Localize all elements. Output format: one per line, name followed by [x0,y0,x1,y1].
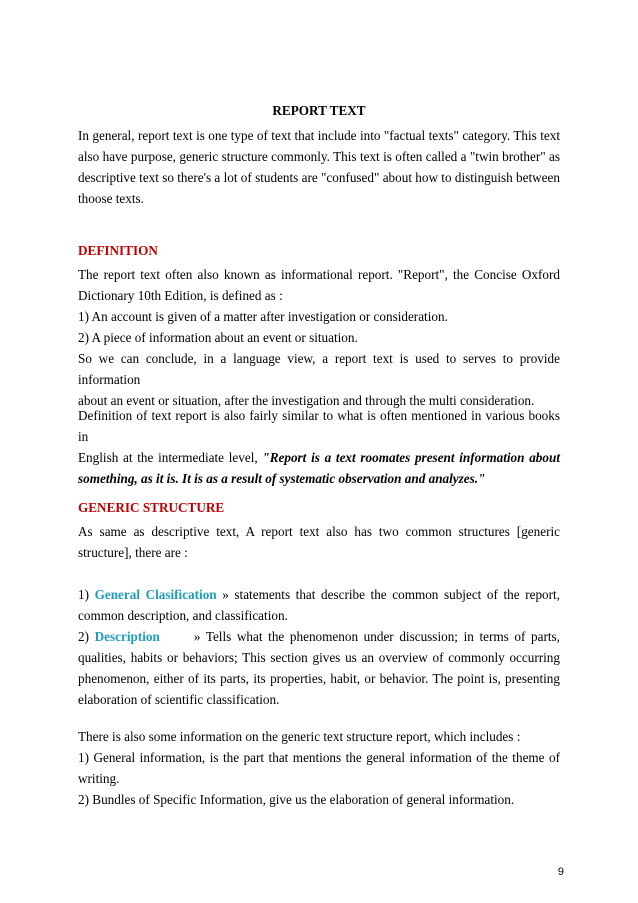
definition-paragraph [78,264,560,411]
text-line: common description, and classification. [78,608,288,623]
text-line: descriptive text so there's a lot of students are "confused" about how to distinguish between [78,170,560,185]
text-line: 2) Bundles of Specific Information, give us the elaboration of general information. [78,792,515,807]
text-line: In general, report text is one type of text that include into "factual texts" category. This text [78,128,560,143]
text-line: Dictionary 10th Edition, is defined as : [78,288,283,303]
text-line: 1) An account is given of a matter after investigation or consideration. [78,309,448,324]
text-line: thoose texts. [78,191,144,206]
list-item [78,584,560,605]
additional-info-paragraph [78,726,560,810]
text-plain: English at the intermediate level, [78,450,263,465]
page-title: REPORT TEXT [272,103,366,118]
item-text: » statements that describe the common subject of the report, [216,587,560,602]
text-line: So we can conclude, in a language view, a report text is used to serves to provide information [78,351,560,387]
item-number: 1) [78,587,95,602]
item-text: » Tells what the phenomenon under discussion; in terms of parts, [193,629,560,644]
structure-list [78,584,560,710]
definition-quote-paragraph [78,405,560,489]
term-label: Description [94,629,160,644]
text-line: about an event or situation, after the investigation and through the multi consideration. [78,393,535,408]
text-line: The report text often also known as informational report. "Report", the Concise Oxford [78,267,560,282]
list-item [78,626,560,647]
text-line: 2) A piece of information about an event or situation. [78,330,358,345]
text-line: qualities, habits or behaviors; This section gives us an overview of commonly occurring [78,650,560,665]
text-line: There is also some information on the generic text structure report, which includes : [78,729,521,744]
intro-paragraph [78,125,560,209]
quote-emphasis: "Report is a text roomates present information about [262,450,560,465]
text-line: writing. [78,771,120,786]
text-line [78,447,560,468]
term-label: General Clasification [94,587,217,602]
page-number: 9 [557,866,564,878]
generic-structure-heading: GENERIC STRUCTURE [78,500,225,515]
text-line: also have purpose, generic structure commonly. This text is often called a "twin brother" as [78,149,560,164]
item-number: 2) [78,629,95,644]
text-line: elaboration of scientific classification. [78,692,280,707]
generic-structure-paragraph [78,521,560,563]
definition-heading: DEFINITION [78,243,158,258]
text-line: phenomenon, either of its parts, its properties, habit, or behavior. The point is, presenting [78,671,560,686]
text-line: 1) General information, is the part that mentions the general information of the theme of [78,750,560,765]
text-line: As same as descriptive text, A report text also has two common structures [generic [78,524,560,539]
quote-emphasis: something, as it is. It is as a result of systematic observation and analyzes." [78,471,486,486]
text-line: structure], there are : [78,545,188,560]
text-line: Definition of text report is also fairly similar to what is often mentioned in various books in [78,408,560,444]
